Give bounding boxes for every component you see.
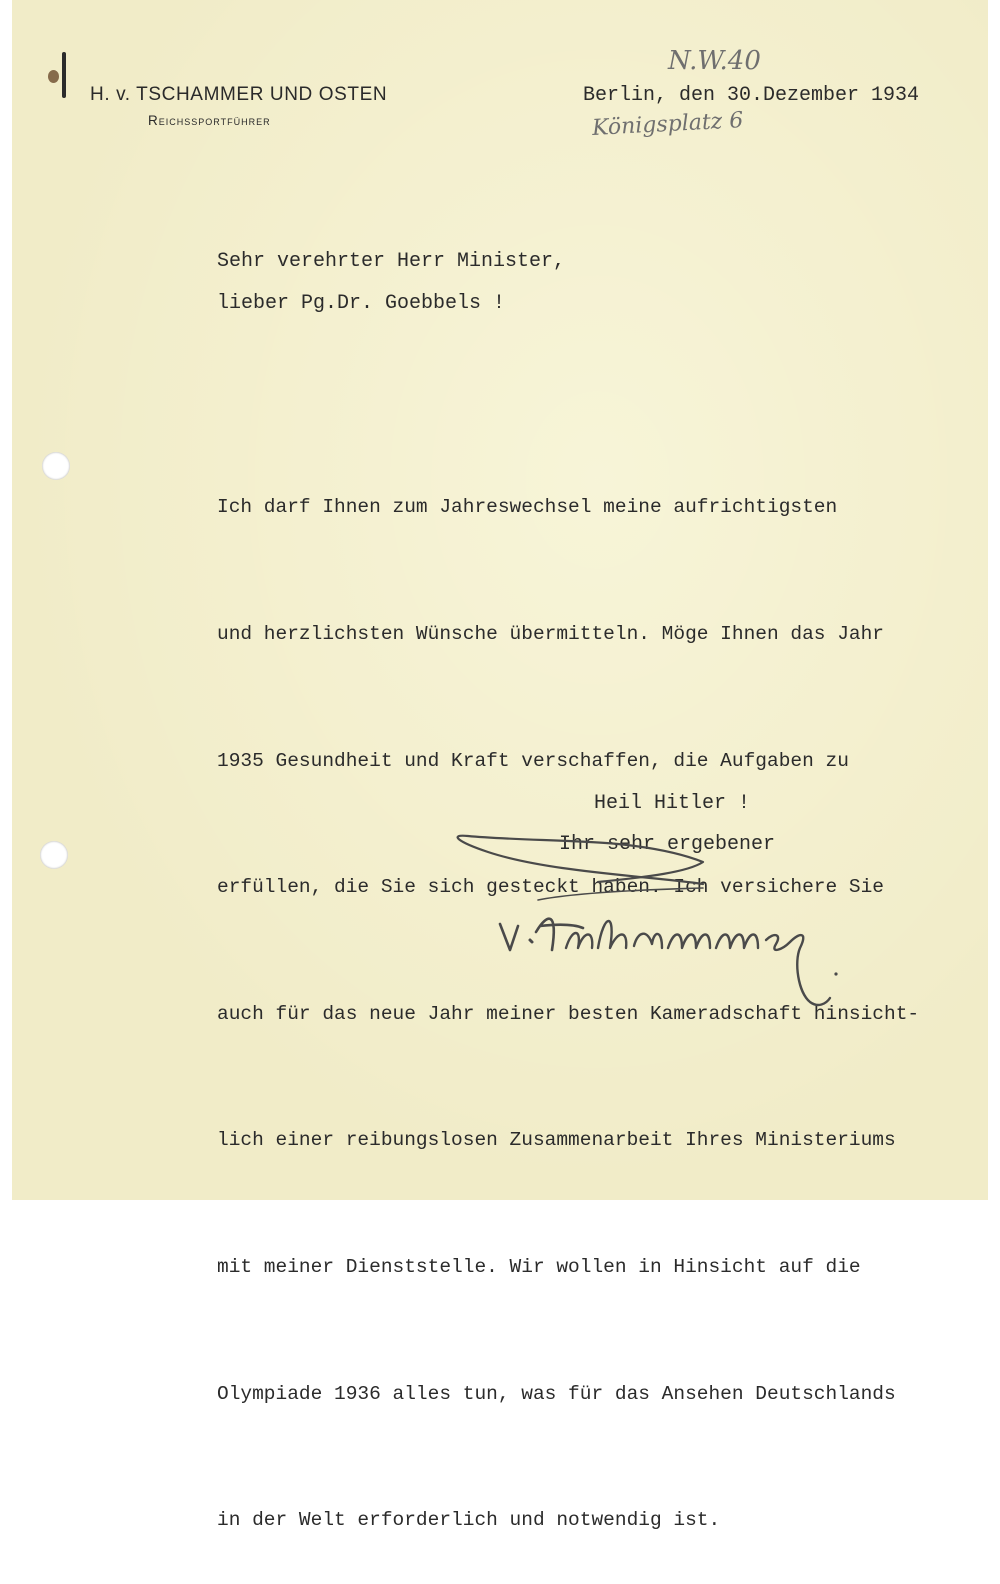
ink-blot [48, 70, 59, 83]
letterhead-title: Reichssportführer [148, 113, 271, 128]
letterhead-mark [62, 52, 66, 98]
punch-hole-top [42, 452, 70, 480]
salutation-line-2: lieber Pg.Dr. Goebbels ! [217, 292, 506, 315]
body-line: Ich darf Ihnen zum Jahreswechsel meine aufrichtigsten [217, 496, 838, 519]
body-line: lich einer reibungslosen Zusammenarbeit Ihres Ministeriums [217, 1129, 896, 1152]
date-line: Berlin, den 30.Dezember 1934 [583, 84, 920, 107]
handwritten-note-postcode: N.W.40 [668, 46, 761, 76]
letterhead-name: H. v. TSCHAMMER UND OSTEN [90, 84, 388, 105]
closing-greeting: Heil Hitler ! [594, 792, 751, 815]
body-line: Olympiade 1936 alles tun, was für das Ansehen Deutschlands [217, 1382, 896, 1405]
handwritten-note-address: Königsplatz 6 [591, 108, 744, 141]
body-line: 1935 Gesundheit und Kraft verschaffen, die Aufgaben zu [217, 749, 849, 772]
closing-valediction: Ihr sehr ergebener [559, 833, 776, 856]
salutation-line-1: Sehr verehrter Herr Minister, [217, 250, 566, 273]
body-line: in der Welt erforderlich und notwendig ist. [217, 1509, 721, 1532]
punch-hole-bottom [40, 841, 68, 869]
body-line: auch für das neue Jahr meiner besten Kameradschaft hinsicht- [217, 1002, 920, 1025]
body-line: mit meiner Dienststelle. Wir wollen in Hinsicht auf die [217, 1256, 861, 1279]
body-line: und herzlichsten Wünsche übermitteln. Möge Ihnen das Jahr [217, 623, 885, 646]
body-line: erfüllen, die Sie sich gesteckt haben. Ich versichere Sie [217, 876, 885, 899]
handwritten-signature [448, 832, 848, 1022]
